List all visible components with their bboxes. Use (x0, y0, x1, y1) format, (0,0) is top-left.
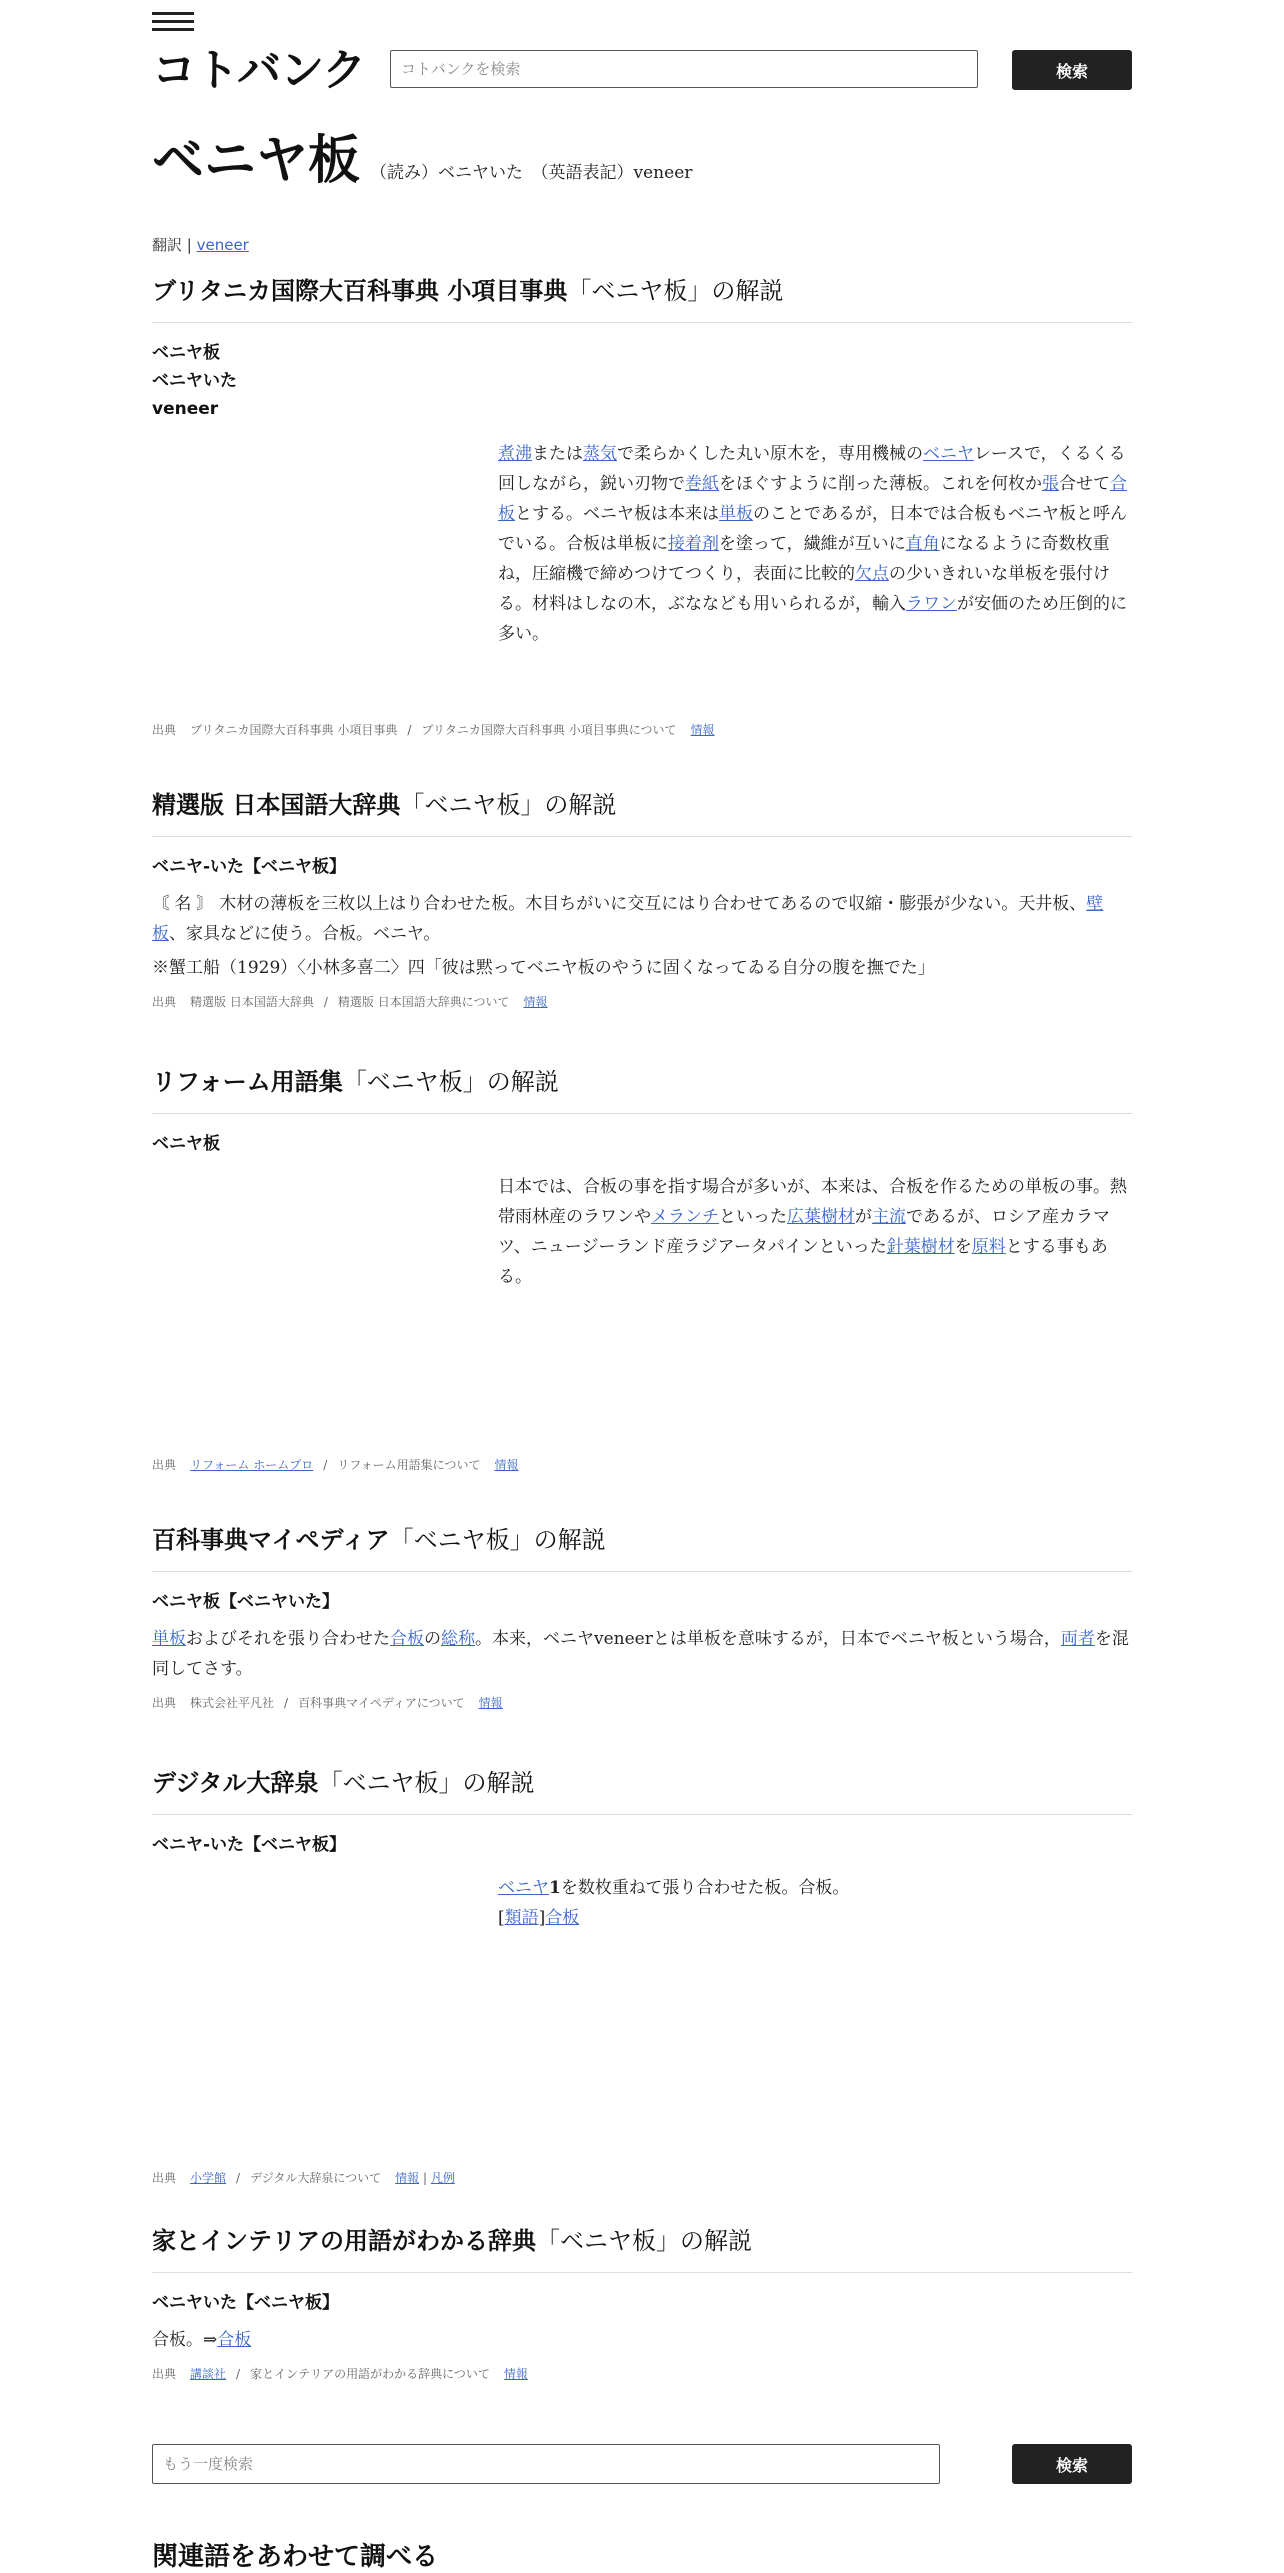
entry-headword: ベニヤ‐いた【ベニヤ板】 (152, 1835, 347, 1855)
section-britannica (152, 274, 1132, 738)
text-segment: であるが、ロシア産カラマツ、ニュージーランド産ラジアータパインといった (498, 1207, 1110, 1257)
text-segment: または (532, 444, 583, 464)
text-segment: を (954, 1237, 972, 1257)
term-link[interactable]: 原料 (971, 1237, 1006, 1257)
entry-body: ベニヤ1を数枚重ねて張り合わせた板。合板。 [類語]合板 (498, 1878, 850, 1928)
entry-example: ※蟹工船（1929）〈小林多喜二〉四「彼は黙ってベニヤ板のやうに固くなってゐる自分の腹を撫でた」 (152, 958, 935, 978)
source-info-link[interactable]: 情報 (494, 1458, 519, 1472)
section-heading: 百科事典マイペディア「ベニヤ板」の解説 (152, 1523, 1132, 1572)
term-link[interactable]: 煮沸 (498, 444, 532, 464)
text-segment: が (855, 1207, 872, 1227)
text-segment: で柔らかくした丸い原木を，専用機械の (617, 444, 923, 464)
source-line: 出典 精選版 日本国語大辞典 / 精選版 日本国語大辞典について 情報 (152, 995, 548, 1009)
term-link[interactable]: 巻紙 (685, 474, 719, 494)
text-segment: レースで，くるくる回しながら，鋭い刃物で (498, 444, 1126, 494)
term-link[interactable]: 単板 (152, 1629, 186, 1649)
section-nikkoku (152, 788, 1132, 1010)
source-info-link[interactable]: 情報 (478, 1696, 503, 1710)
text-segment: といった (719, 1207, 787, 1227)
text-segment: の少いきれいな単板を張付ける。材料はしなの木，ぶななども用いられるが，輸入 (498, 564, 1110, 614)
entry-link[interactable]: 合板 (217, 2330, 252, 2350)
section-heading: 家とインテリアの用語がわかる辞典「ベニヤ板」の解説 (152, 2224, 1132, 2273)
title-reading: （読み）ベニヤいた （英語表記）veneer (370, 163, 693, 183)
legend-link[interactable]: 凡例 (430, 2171, 455, 2185)
source-line: 出典 講談社 / 家とインテリアの用語がわかる辞典について 情報 (152, 2367, 528, 2381)
text-segment: を塗って，繊維が互いに (719, 534, 906, 554)
entry-body (152, 1624, 1132, 1684)
menu-icon[interactable] (152, 12, 194, 32)
term-link[interactable]: 合板 (390, 1629, 424, 1649)
entry-link[interactable]: 合板 (545, 1908, 580, 1928)
text-segment: をほぐすように削った薄板。これを何枚か (719, 474, 1042, 494)
text-segment: の (424, 1629, 441, 1649)
entry-headword: ベニヤ板 (152, 1134, 220, 1154)
term-link[interactable]: 広葉樹材 (787, 1207, 855, 1227)
bottom-search-input[interactable] (152, 2444, 940, 2484)
text-segment: 日本では、合板の事を指す場合が多いが、本来は、合板を作るための単板の事。熱帯雨林産のラワンや (498, 1177, 1127, 1227)
source-info-link[interactable]: 情報 (523, 995, 548, 1009)
text-segment: 。本来，ベニヤveneerとは単板を意味するが，日本でベニヤ板という場合， (475, 1629, 1061, 1649)
source-info-link[interactable]: 情報 (503, 2367, 528, 2381)
search-button[interactable]: 検索 (1012, 50, 1132, 90)
bottom-search-button[interactable]: 検索 (1012, 2444, 1132, 2484)
text-segment: のことであるが，日本では合板もベニヤ板と呼んでいる。合板は単板に (498, 504, 1127, 554)
text-segment: を混同してさす。 (152, 1629, 1129, 1679)
source-line: 出典 リフォーム ホームプロ / リフォーム用語集について 情報 (152, 1458, 519, 1472)
source-info-link[interactable]: 情報 (690, 723, 715, 737)
term-link[interactable]: 針葉樹材 (886, 1237, 955, 1257)
term-link[interactable]: ベニヤ (923, 444, 974, 464)
term-link[interactable]: 蒸気 (583, 444, 617, 464)
term-link[interactable]: 主流 (872, 1207, 906, 1227)
text-segment: とする事もある。 (498, 1237, 1108, 1287)
section-interior (152, 2224, 1132, 2382)
entry-body (498, 439, 1132, 649)
term-link[interactable]: ラワン (906, 594, 957, 614)
section-heading: デジタル大辞泉「ベニヤ板」の解説 (152, 1766, 1132, 1815)
term-link[interactable]: メランチ (651, 1207, 719, 1227)
synonym-link[interactable]: 類語 (504, 1908, 539, 1928)
section-heading: 精選版 日本国語大辞典「ベニヤ板」の解説 (152, 788, 1132, 837)
text-segment: およびそれを張り合わせた (186, 1629, 390, 1649)
translation-link[interactable]: veneer (196, 236, 249, 254)
section-daijisen (152, 1766, 1132, 2186)
entry-body (152, 889, 1132, 949)
term-link[interactable]: 接着剤 (668, 534, 719, 554)
entry-link[interactable]: ベニヤ (498, 1878, 549, 1898)
page-title: ベニヤ板 (152, 131, 361, 191)
source-line: 出典 小学館 / デジタル大辞泉について 情報 | 凡例 (152, 2171, 455, 2185)
source-info-link[interactable]: 情報 (395, 2171, 420, 2185)
term-link[interactable]: 単板 (719, 504, 753, 524)
site-logo[interactable]: コトバンク (152, 45, 366, 96)
source-link[interactable]: 小学館 (190, 2171, 227, 2185)
term-link[interactable]: 壁板 (152, 894, 1104, 944)
entry-body: 合板。⇒合板 (152, 2330, 252, 2350)
text-segment: 合せて (1059, 474, 1110, 494)
entry-headword: ベニヤ板 ベニヤいた veneer (152, 343, 237, 419)
source-link[interactable]: 講談社 (190, 2367, 227, 2381)
term-link[interactable]: 総称 (441, 1629, 475, 1649)
text-segment: になるように奇数枚重ね，圧縮機で締めつけてつくり，表面に比較的 (498, 534, 1110, 584)
text-segment: が安価のため圧倒的に多い。 (498, 594, 1127, 644)
section-mypedia (152, 1523, 1132, 1711)
text-segment: とする。ベニヤ板は本来は (515, 504, 719, 524)
source-line: 出典 ブリタニカ国際大百科事典 小項目事典 / ブリタニカ国際大百科事典 小項目事典について 情報 (152, 723, 715, 737)
term-link[interactable]: 合板 (498, 474, 1127, 524)
section-reform (152, 1065, 1132, 1473)
term-link[interactable]: 直角 (905, 534, 940, 554)
entry-body (498, 1172, 1132, 1292)
section-heading: リフォーム用語集「ベニヤ板」の解説 (152, 1065, 1132, 1114)
term-link[interactable]: 両者 (1060, 1629, 1095, 1649)
term-link[interactable]: 張 (1042, 474, 1059, 494)
search-input[interactable] (390, 50, 978, 88)
source-link[interactable]: リフォーム ホームプロ (190, 1458, 314, 1472)
entry-headword: ベニヤ板【ベニヤいた】 (152, 1592, 339, 1612)
term-link[interactable]: 欠点 (855, 564, 889, 584)
source-line: 出典 株式会社平凡社 / 百科事典マイペディアについて 情報 (152, 1696, 503, 1710)
title-row (152, 118, 692, 193)
section-heading: ブリタニカ国際大百科事典 小項目事典「ベニヤ板」の解説 (152, 274, 1132, 323)
translation-row: 翻訳 | veneer (152, 236, 249, 254)
translation-label: 翻訳 (152, 236, 183, 254)
text-segment: 〘 名 〙 木材の薄板を三枚以上はり合わせた板。木目ちがいに交互にはり合わせてあるので収縮・膨張が少ない。天井板、 (152, 894, 1087, 914)
entry-headword: ベニヤいた【ベニヤ板】 (152, 2293, 339, 2313)
text-segment: 、家具などに使う。合板。ベニヤ。 (169, 924, 441, 944)
related-heading: 関連語をあわせて調べる (152, 2542, 439, 2572)
entry-headword: ベニヤ‐いた【ベニヤ板】 (152, 857, 347, 877)
